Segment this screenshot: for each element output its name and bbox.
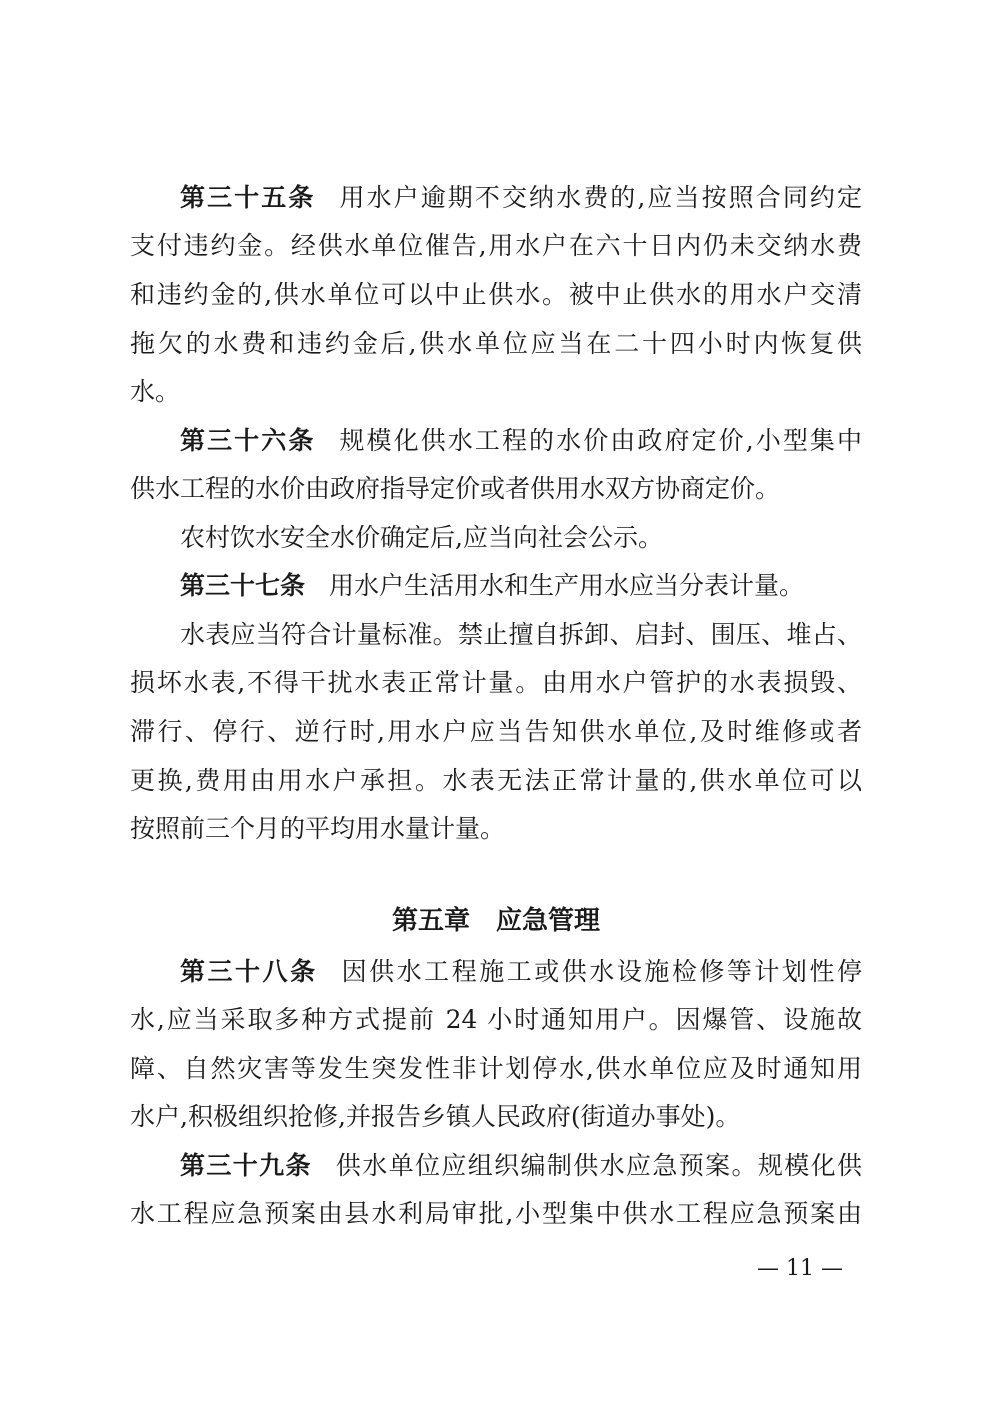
article-37-line-3: 损坏水表,不得干扰水表正常计量。由用水户管护的水表损毁、 [130,668,862,697]
page-number: — 11 — [757,1256,843,1281]
article-36-text-1: 规模化供水工程的水价由政府定价,小型集中 [339,426,862,455]
article-37-line-5: 更换,费用由用水户承担。水表无法正常计量的,供水单位可以 [130,766,862,795]
article-37-line-1 [180,562,862,610]
article-37-line-4: 滞行、停行、逆行时,用水户应当告知供水单位,及时维修或者 [130,717,862,746]
article-39-heading: 第三十九条 [180,1151,312,1180]
article-38-heading: 第三十八条 [180,957,318,986]
article-35-line-5: 水。 [130,377,181,406]
article-39-line-1 [180,1142,862,1190]
article-35-line-1 [180,174,862,222]
article-35-text-1: 用水户逾期不交纳水费的,应当按照合同约定 [339,183,862,212]
article-36-heading: 第三十六条 [180,426,316,455]
article-37-line-2: 水表应当符合计量标准。禁止擅自拆卸、启封、围压、堆占、 [180,620,862,649]
article-37-text-1: 用水户生活用水和生产用水应当分表计量。 [329,571,805,600]
article-35-line-3: 和违约金的,供水单位可以中止供水。被中止供水的用水户交清 [130,280,862,309]
article-35-heading: 第三十五条 [180,183,316,212]
article-38-line-4: 水户,积极组织抢修,并报告乡镇人民政府(街道办事处)。 [130,1102,741,1131]
article-36-line-2: 供水工程的水价由政府指导定价或者供用水双方协商定价。 [130,474,781,503]
article-36-line-1 [180,417,862,465]
article-38-line-3: 障、自然灾害等发生突发性非计划停水,供水单位应及时通知用 [130,1054,862,1083]
article-39-text-1: 供水单位应组织编制供水应急预案。规模化供 [335,1151,862,1180]
article-35-line-4: 拖欠的水费和违约金后,供水单位应当在二十四小时内恢复供 [130,329,862,358]
article-35-line-2: 支付违约金。经供水单位催告,用水户在六十日内仍未交纳水费 [130,231,862,260]
article-36-line-3: 农村饮水安全水价确定后,应当向社会公示。 [180,523,663,552]
article-39-line-2: 水工程应急预案由县水利局审批,小型集中供水工程应急预案由 [130,1199,862,1228]
article-38-text-1: 因供水工程施工或供水设施检修等计划性停 [341,957,862,986]
article-37-heading: 第三十七条 [180,571,306,600]
article-38-line-1 [180,948,862,996]
article-37-line-6: 按照前三个月的平均用水量计量。 [130,814,506,843]
article-38-line-2: 水,应当采取多种方式提前 24 小时通知用户。因爆管、设施故 [130,1005,862,1034]
chapter-heading: 第五章 应急管理 [391,906,600,936]
